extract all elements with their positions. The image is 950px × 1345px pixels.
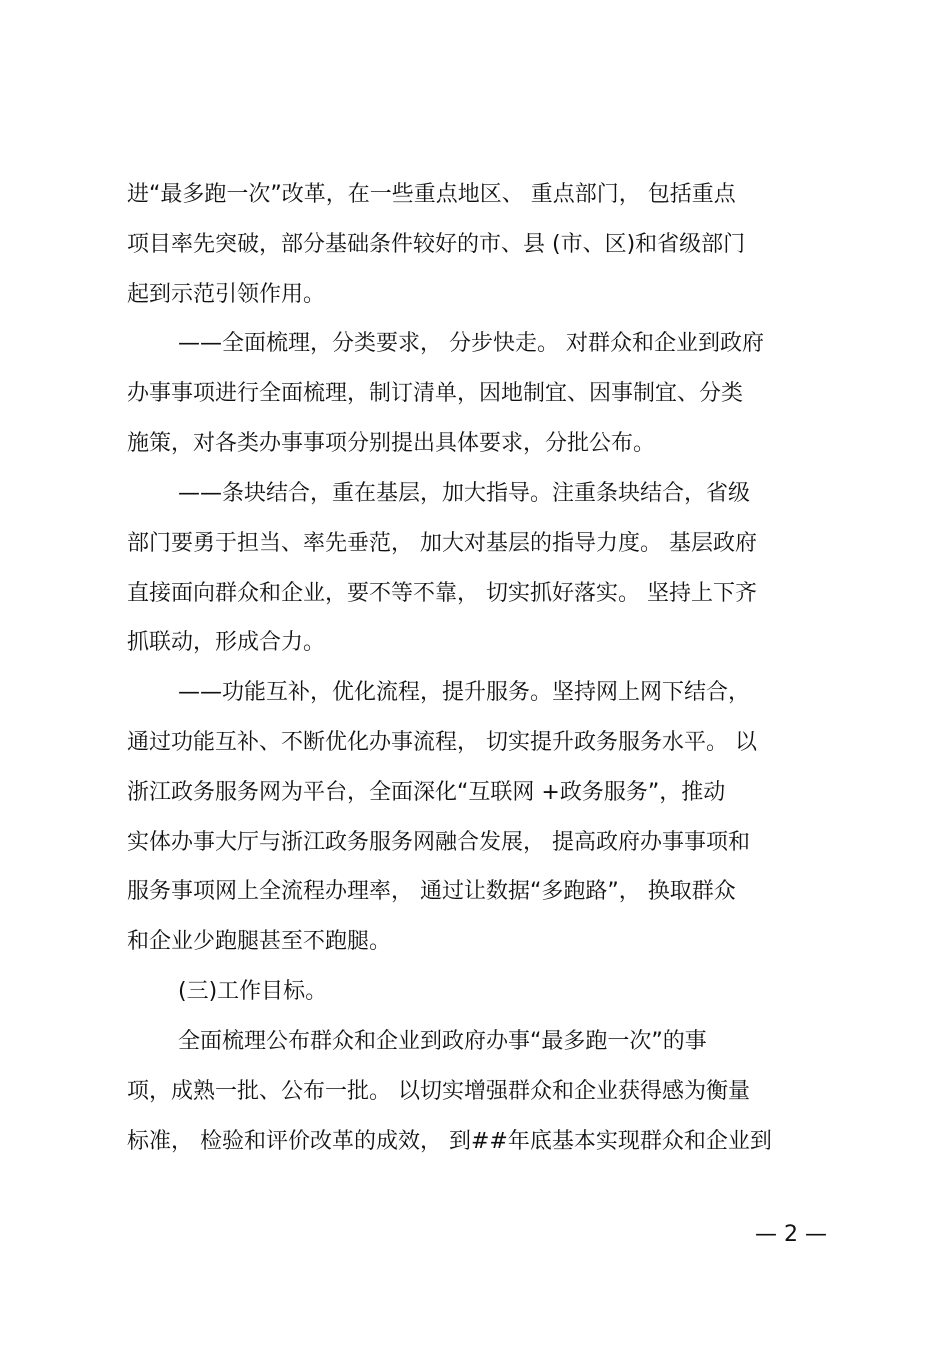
text-line: 进“最多跑一次”改革，在一些重点地区、 重点部门， 包括重点: [127, 182, 736, 207]
text-line: 服务事项网上全流程办理率， 通过让数据“多跑路”， 换取群众: [127, 879, 736, 904]
text-line: ——功能互补，优化流程，提升服务。坚持网上网下结合，: [178, 680, 751, 705]
text-line: 施策，对各类办事事项分别提出具体要求，分批公布。: [127, 431, 656, 456]
text-line: 办事事项进行全面梳理，制订清单，因地制宜、因事制宜、分类: [127, 381, 744, 406]
text-line: 通过功能互补、不断优化办事流程， 切实提升政务服务水平。 以: [127, 730, 757, 755]
text-line: 和企业少跑腿甚至不跑腿。: [127, 929, 392, 954]
text-line: 项，成熟一批、公布一批。 以切实增强群众和企业获得感为衡量: [127, 1079, 750, 1104]
text-line: 抓联动，形成合力。: [127, 630, 326, 655]
text-line: 实体办事大厅与浙江政务服务网融合发展， 提高政府办事事项和: [127, 830, 750, 855]
page-number: — 2 —: [755, 1222, 827, 1247]
text-line: 起到示范引领作用。: [127, 282, 326, 307]
section-heading: (三)工作目标。: [178, 979, 328, 1004]
text-line: 直接面向群众和企业，要不等不靠， 切实抓好落实。 坚持上下齐: [127, 581, 757, 606]
text-line: 全面梳理公布群众和企业到政府办事“最多跑一次”的事: [178, 1029, 707, 1054]
text-line: ——全面梳理，分类要求， 分步快走。 对群众和企业到政府: [178, 331, 764, 356]
text-line: 部门要勇于担当、率先垂范， 加大对基层的指导力度。 基层政府: [127, 531, 757, 556]
text-line: 标准， 检验和评价改革的成效， 到##年底基本实现群众和企业到: [127, 1129, 772, 1154]
text-line: ——条块结合，重在基层，加大指导。注重条块结合，省级: [178, 481, 751, 506]
text-line: 项目率先突破，部分基础条件较好的市、县 (市、区)和省级部门: [127, 232, 746, 257]
text-line: 浙江政务服务网为平台，全面深化“互联网 +政务服务”，推动: [127, 780, 726, 805]
